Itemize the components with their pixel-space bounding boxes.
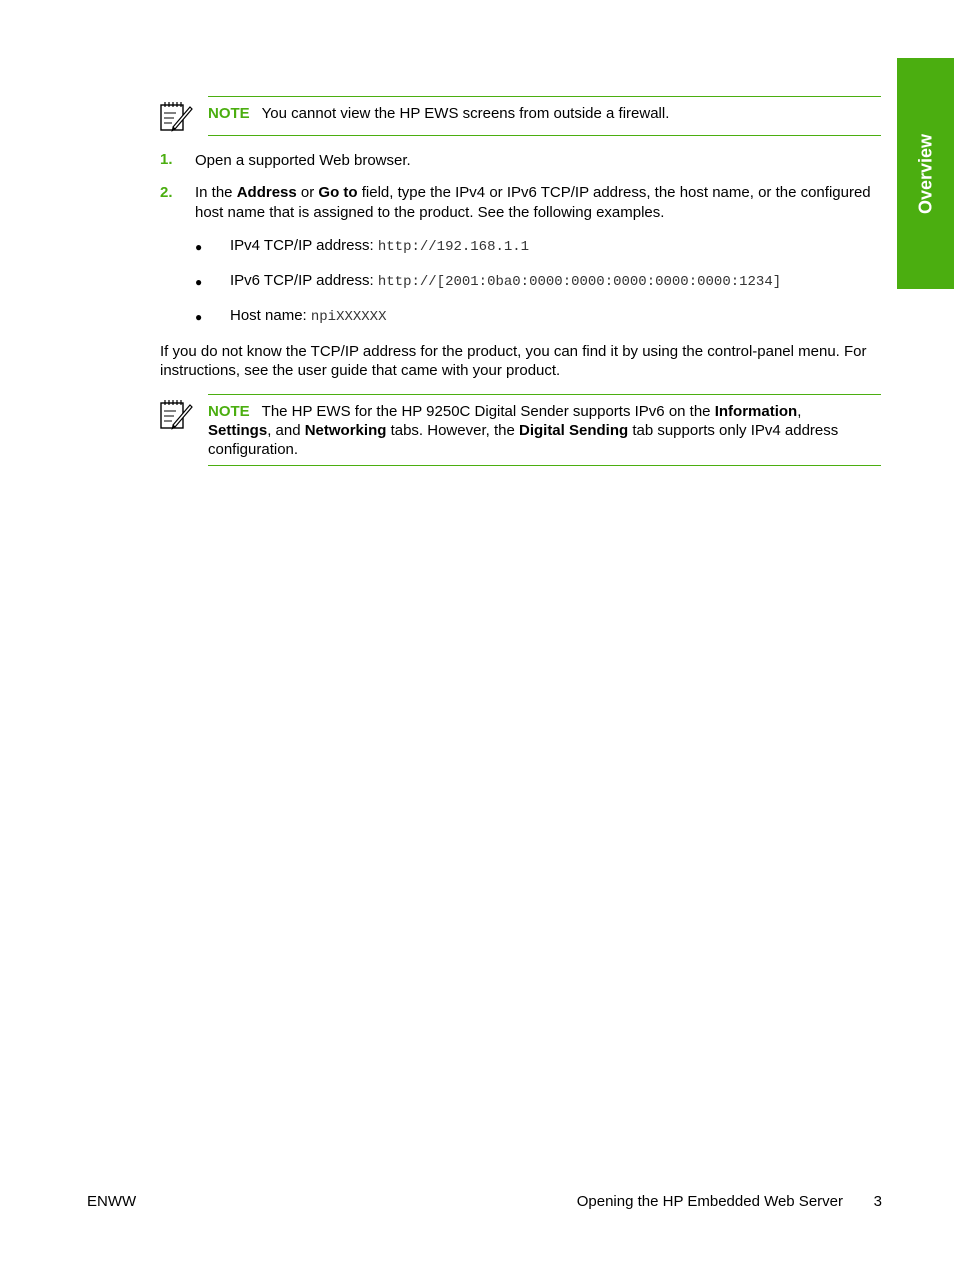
note-text: You cannot view the HP EWS screens from outside a firewall. [261,105,670,122]
footer-title: Opening the HP Embedded Web Server [576,1193,843,1210]
list-item [230,237,529,255]
text-run: field, type the IPv4 or IPv6 TCP/IP address, the host name, or the configured host name that is assigned to the product. See the following examples. [195,184,871,221]
note-label: NOTE [208,105,250,122]
text-run: or [296,184,319,201]
bullet-label: IPv6 TCP/IP address: [230,272,378,289]
page-number: 3 [873,1193,882,1210]
side-tab-label: Overview [915,133,935,214]
step-text [195,183,881,223]
digital-sending-tab-name: Digital Sending [518,422,629,439]
list-item [230,272,781,290]
information-tab-name: Information [714,403,798,420]
ipv4-address: http://192.168.1.1 [377,239,530,255]
body-paragraph: If you do not know the TCP/IP address for the product, you can find it by using the control-panel menu. For instructions, see the user guide that came with your product. [160,343,867,379]
ipv6-address: http://[2001:0ba0:0000:0000:0000:0000:0000:1234] [377,274,782,290]
step-number: 1. [160,151,173,168]
note-label: NOTE [208,403,250,420]
address-field-name: Address [236,184,297,201]
text-run: , [797,403,802,420]
note-pad-icon [159,397,193,431]
note-box [208,96,881,136]
bullet-label: Host name: [230,307,311,324]
note-body [208,395,881,459]
bullet-icon: ● [195,240,203,254]
side-tab-overview [897,58,954,289]
step-number: 2. [160,184,173,201]
host-name: npiXXXXXX [310,309,387,325]
step-text: Open a supported Web browser. [195,152,411,169]
text-run: The HP EWS for the HP 9250C Digital Sender supports IPv6 on the [261,403,715,420]
text-run: tab supports only IPv4 address configuration. [208,422,839,458]
list-item [230,307,387,325]
goto-field-name: Go to [318,184,358,201]
bullet-icon: ● [195,275,203,289]
footer-left: ENWW [87,1193,137,1210]
bullet-label: IPv4 TCP/IP address: [230,237,378,254]
networking-tab-name: Networking [304,422,387,439]
text-run: , and [267,422,305,439]
note-pad-icon [159,99,193,133]
text-run: In the [195,184,237,201]
text-run: tabs. However, the [386,422,519,439]
note-box [208,394,881,466]
settings-tab-name: Settings [208,422,268,439]
bullet-icon: ● [195,310,203,324]
